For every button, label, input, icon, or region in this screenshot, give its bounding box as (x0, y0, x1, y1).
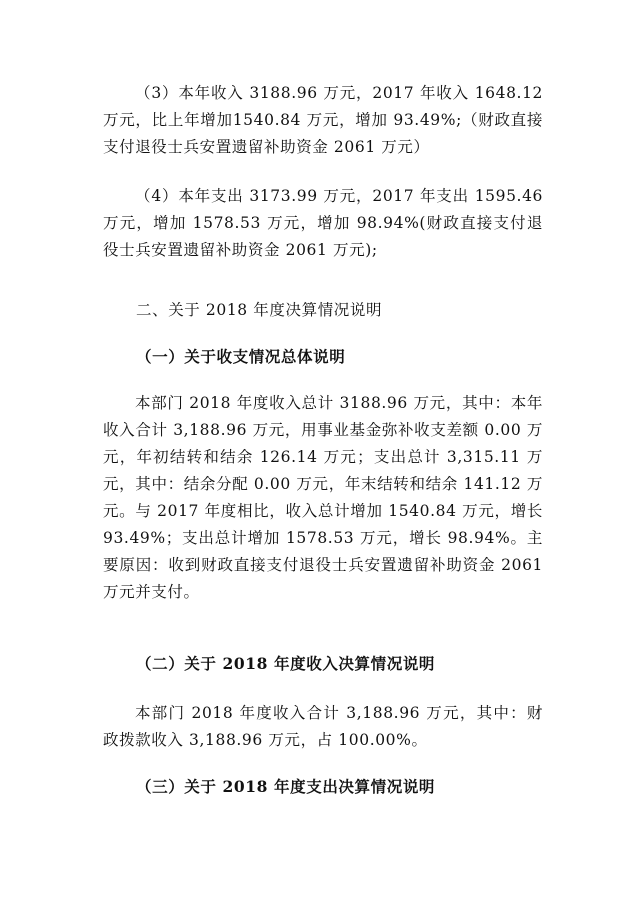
subsection-heading-1: （一）关于收支情况总体说明 (136, 347, 346, 366)
subsection-heading-3: （三）关于 2018 年度支出决算情况说明 (136, 777, 436, 796)
paragraph-income-expense-overview: 本部门 2018 年度收入总计 3188.96 万元，其中：本年收入合计 3,188.96 万元，用事业基金弥补收支差额 0.00 万元，年初结转和结余 126.14 万元；支出总计 3,315.11 万元，其中：结余分配 0.00 万元，年末结转和结余 141.12 万元。与 2017 年度相比，收入总计增加 1540.84 万元，增长 93.49%；支出总计增加 1578.53 万元，增长 98.94%。主要原因：收到财政直接支付退役士兵安置遗留补助资金 2061 万元并支付。 (103, 394, 543, 601)
subsection-heading-2: （二）关于 2018 年度收入决算情况说明 (136, 654, 436, 673)
paragraph-item-3: （3）本年收入 3188.96 万元，2017 年收入 1648.12 万元，比上年增加1540.84 万元，增加 93.49%;（财政直接支付退役士兵安置遗留补助资金 2061 万元） (103, 84, 543, 156)
section-heading-2: 二、关于 2018 年度决算情况说明 (136, 301, 383, 319)
paragraph-item-4: （4）本年支出 3173.99 万元，2017 年支出 1595.46 万元，增加 1578.53 万元，增加 98.94%(财政直接支付退役士兵安置遗留补助资金 2061 万元); (103, 187, 543, 259)
paragraph-income-summary: 本部门 2018 年度收入合计 3,188.96 万元，其中：财政拨款收入 3,188.96 万元，占 100.00%。 (103, 704, 543, 749)
